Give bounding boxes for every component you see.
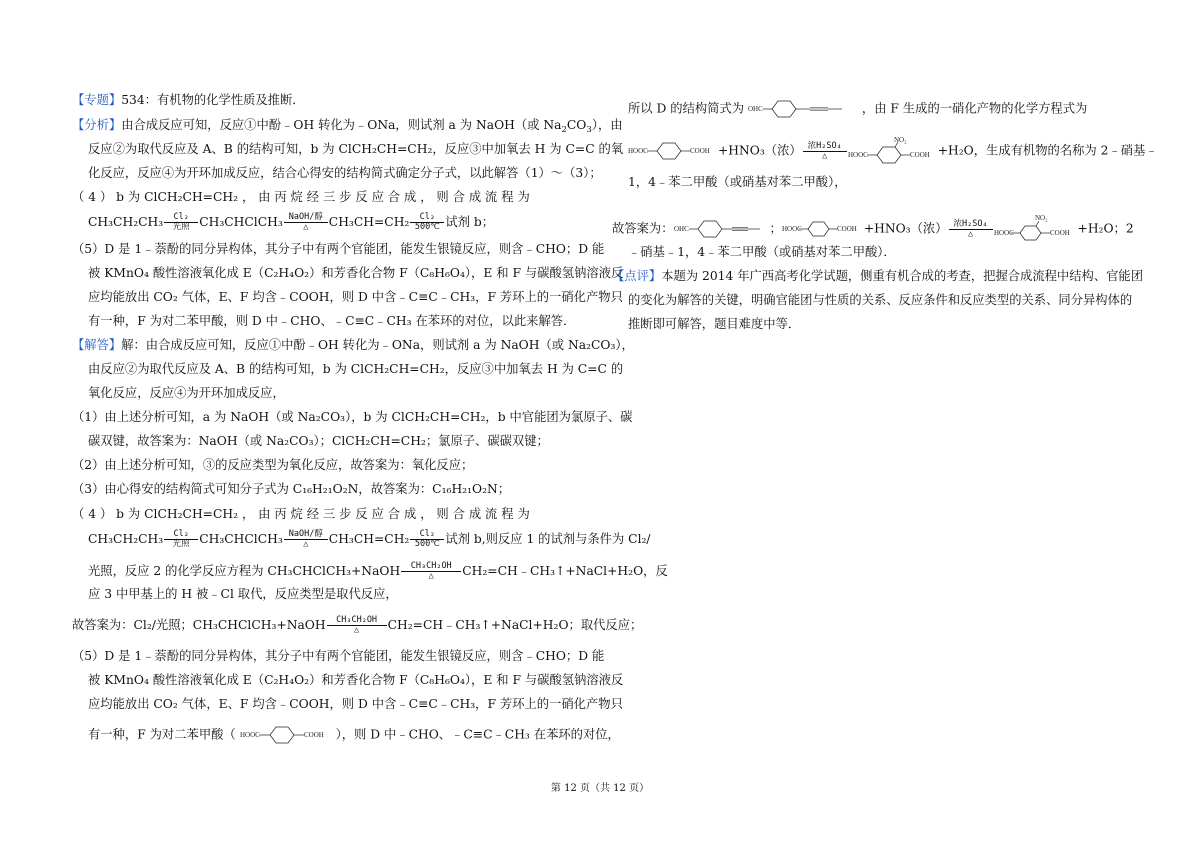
- analysis-tag: 【分析】: [72, 118, 122, 132]
- svg-text:HOOC: HOOC: [993, 229, 1014, 237]
- right-answer-equation: 故答案为： OHC ； HOOC COOH +HNO₃（浓） 浓H₂SO₄ △ HOOC NO₂ COOH +H₂O；2: [612, 214, 1134, 244]
- svg-text:HOOC: HOOC: [628, 147, 648, 155]
- nitroterephthalic-acid-structure: [848, 136, 938, 166]
- answer-q1-line-2: 碳双键，故答案为：NaOH（或 Na₂CO₃）；ClCH₂CH=CH₂；氯原子、碳碳双键；: [88, 434, 549, 448]
- answer-q3: （3）由心得安的结构简式可知分子式为 C₁₆H₂₁O₂N，故答案为：C₁₆H₂₁O₂N；: [72, 482, 511, 496]
- terephthalic-acid-structure: [782, 218, 864, 240]
- analysis-line-6: 被 KMnO₄ 酸性溶液氧化成 E（C₂H₄O₂）和芳香化合物 F（C₈H₆O₄），E 和 F 与碳酸氢钠溶液反: [88, 266, 624, 280]
- arrow-condition: Cl₂ 光照: [164, 213, 198, 232]
- terephthalic-acid-structure: [240, 724, 332, 746]
- svg-text:HOOC: HOOC: [781, 225, 802, 233]
- answer-line-2: 由反应②为取代反应及 A、B 的结构可知，b 为 ClCH₂CH=CH₂，反应③中加氧去 H 为 C=C 的: [88, 362, 624, 376]
- answer-q4-summary: 故答案为：Cl₂/光照；CH₃CHClCH₃+NaOH CH₃CH₂OH △ CH₂=CH﹣CH₃↑+NaCl+H₂O；取代反应；: [72, 615, 643, 635]
- topic-tag: 【专题】: [72, 93, 122, 107]
- comment-line-1: 【点评】本题为 2014 年广西高考化学试题，侧重有机合成的考查，把握合成流程中结构、官能团: [612, 269, 1144, 283]
- answer-q4-line-4: 应 3 中甲基上的 H 被﹣Cl 取代，反应类型是取代反应，: [88, 587, 398, 601]
- answer-q1-line-1: （1）由上述分析可知，a 为 NaOH（或 Na₂CO₃），b 为 ClCH₂CH=CH₂，b 中官能团为氯原子、碳: [72, 410, 633, 424]
- svg-text:COOH: COOH: [836, 225, 857, 233]
- compound-d-structure: [748, 98, 858, 120]
- page-footer: 第 12 页（共 12 页）: [550, 783, 650, 794]
- svg-text:HOOC: HOOC: [847, 151, 868, 159]
- answer-synthesis-route: CH₃CH₂CH₃ Cl₂ 光照 CH₃CHClCH₃ NaOH/醇 △ CH₃CH=CH₂ $\frac{\text{Cl₂}}{500℃}$ 试剂 b,则反应 1 的试剂与条件为 Cl₂/: [88, 529, 651, 549]
- arrow-condition: $\frac{\text{Cl₂}}{500℃}$: [410, 530, 444, 549]
- answer-q5-line-2: 被 KMnO₄ 酸性溶液氧化成 E（C₂H₄O₂）和芳香化合物 F（C₈H₆O₄），E 和 F 与碳酸氢钠溶液反: [88, 673, 624, 687]
- nitroterephthalic-acid-structure: [994, 214, 1078, 244]
- analysis-line-1: 【分析】由合成反应可知，反应①中酚﹣OH 转化为﹣ONa，则试剂 a 为 NaOH（或 $Na_2CO_3$），由: [72, 118, 623, 135]
- comment-line-3: 推断即可解答，题目难度中等．: [628, 317, 801, 331]
- comment-line-2: 的变化为解答的关键，明确官能团与性质的关系、反应条件和反应类型的关系、同分异构体的: [628, 293, 1133, 307]
- analysis-line-7: 应均能放出 CO₂ 气体，E、F 均含﹣COOH，则 D 中含﹣C≡C﹣CH₃，F 芳环上的一硝化产物只: [88, 290, 623, 304]
- answer-q2: （2）由上述分析可知，③的反应类型为氧化反应，故答案为：氧化反应；: [72, 458, 474, 472]
- svg-text:COOH: COOH: [303, 731, 324, 739]
- svg-text:OHC: OHC: [673, 225, 689, 233]
- svg-text:NO₂: NO₂: [1034, 214, 1048, 222]
- compound-d-structure: [674, 218, 770, 240]
- answer-tag: 【解答】: [72, 338, 122, 352]
- comment-tag: 【点评】: [612, 269, 662, 283]
- svg-text:COOH: COOH: [1049, 229, 1070, 237]
- svg-text:OHC: OHC: [747, 105, 763, 113]
- right-line-5: ﹣硝基﹣1，4﹣苯二甲酸（或硝基对苯二甲酸）．: [628, 245, 896, 259]
- arrow-condition: Cl₂ 光照: [164, 530, 198, 549]
- topic-line: 【专题】534：有机物的化学性质及推断．: [72, 93, 305, 107]
- svg-text:NO₂: NO₂: [893, 136, 907, 144]
- answer-q5-line-3: 应均能放出 CO₂ 气体，E、F 均含﹣COOH，则 D 中含﹣C≡C﹣CH₃，F 芳环上的一硝化产物只: [88, 697, 623, 711]
- analysis-synthesis-route: CH₃CH₂CH₃ Cl₂ 光照 CH₃CHClCH₃ NaOH/醇 △ CH₃CH=CH₂ $\frac{\text{Cl₂}}{500℃}$ 试剂 b；: [88, 212, 495, 232]
- analysis-line-4: （ 4 ） b 为 ClCH₂CH=CH₂ ， 由 丙 烷 经 三 步 反 应 合 成 ， 则 合 成 流 程 为: [72, 190, 530, 204]
- arrow-condition: CH₃CH₂OH △: [327, 616, 387, 635]
- analysis-line-8: 有一种，F 为对二苯甲酸，则 D 中﹣CHO、﹣C≡C﹣CH₃ 在苯环的对位，以此来解答．: [88, 314, 576, 328]
- answer-q4-line-1: （ 4 ） b 为 ClCH₂CH=CH₂ ， 由 丙 烷 经 三 步 反 应 合 成 ， 则 合 成 流 程 为: [72, 507, 530, 521]
- svg-text:HOOC: HOOC: [239, 731, 260, 739]
- arrow-condition: $\frac{\text{Cl₂}}{500℃}$: [410, 213, 444, 232]
- terephthalic-acid-structure: [628, 140, 718, 162]
- arrow-condition: CH₃CH₂OH △: [401, 562, 461, 581]
- arrow-condition: 浓H₂SO₄ △: [949, 220, 993, 239]
- answer-line-3: 氧化反应，反应④为开环加成反应，: [88, 386, 285, 400]
- svg-text:COOH: COOH: [909, 151, 930, 159]
- right-line-1: 所以 D 的结构简式为 OHC ，由 F 生成的一硝化产物的化学方程式为: [628, 98, 1087, 120]
- answer-line-1: 【解答】解：由合成反应可知，反应①中酚﹣OH 转化为﹣ONa，则试剂 a 为 NaOH（或 Na₂CO₃），: [72, 338, 634, 352]
- analysis-line-2: 反应②为取代反应及 A、B 的结构可知，b 为 ClCH₂CH=CH₂，反应③中加氧去 H 为 C=C 的氧: [88, 142, 624, 156]
- right-line-3: 1，4﹣苯二甲酸（或硝基对苯二甲酸），: [628, 175, 847, 189]
- svg-text:COOH: COOH: [690, 147, 710, 155]
- analysis-line-5: （5）D 是 1﹣萘酚的同分异构体，其分子中有两个官能团，能发生银镜反应，则含﹣CHO；D 能: [72, 242, 605, 256]
- answer-q5-line-1: （5）D 是 1﹣萘酚的同分异构体，其分子中有两个官能团，能发生银镜反应，则含﹣CHO；D 能: [72, 649, 605, 663]
- answer-q4-equation: 光照，反应 2 的化学反应方程为 CH₃CHClCH₃+NaOH CH₃CH₂OH △ CH₂=CH﹣CH₃↑+NaCl+H₂O，反: [88, 561, 668, 581]
- arrow-condition: 浓H₂SO₄ △: [803, 142, 847, 161]
- right-nitration-equation: HOOC COOH +HNO₃（浓） 浓H₂SO₄ △ HOOC NO₂ COOH +H₂O，生成有机物的名称为 2﹣硝基﹣: [628, 136, 1158, 166]
- arrow-condition: NaOH/醇 △: [284, 530, 328, 549]
- arrow-condition: NaOH/醇 △: [284, 213, 328, 232]
- analysis-line-3: 化反应，反应④为开环加成反应，结合心得安的结构简式确定分子式，以此解答（1）～（3）；: [88, 166, 602, 180]
- answer-q5-line-4: 有一种，F 为对二苯甲酸（ HOOC COOH ），则 D 中﹣CHO、﹣C≡C﹣CH₃ 在苯环的对位，: [88, 724, 620, 746]
